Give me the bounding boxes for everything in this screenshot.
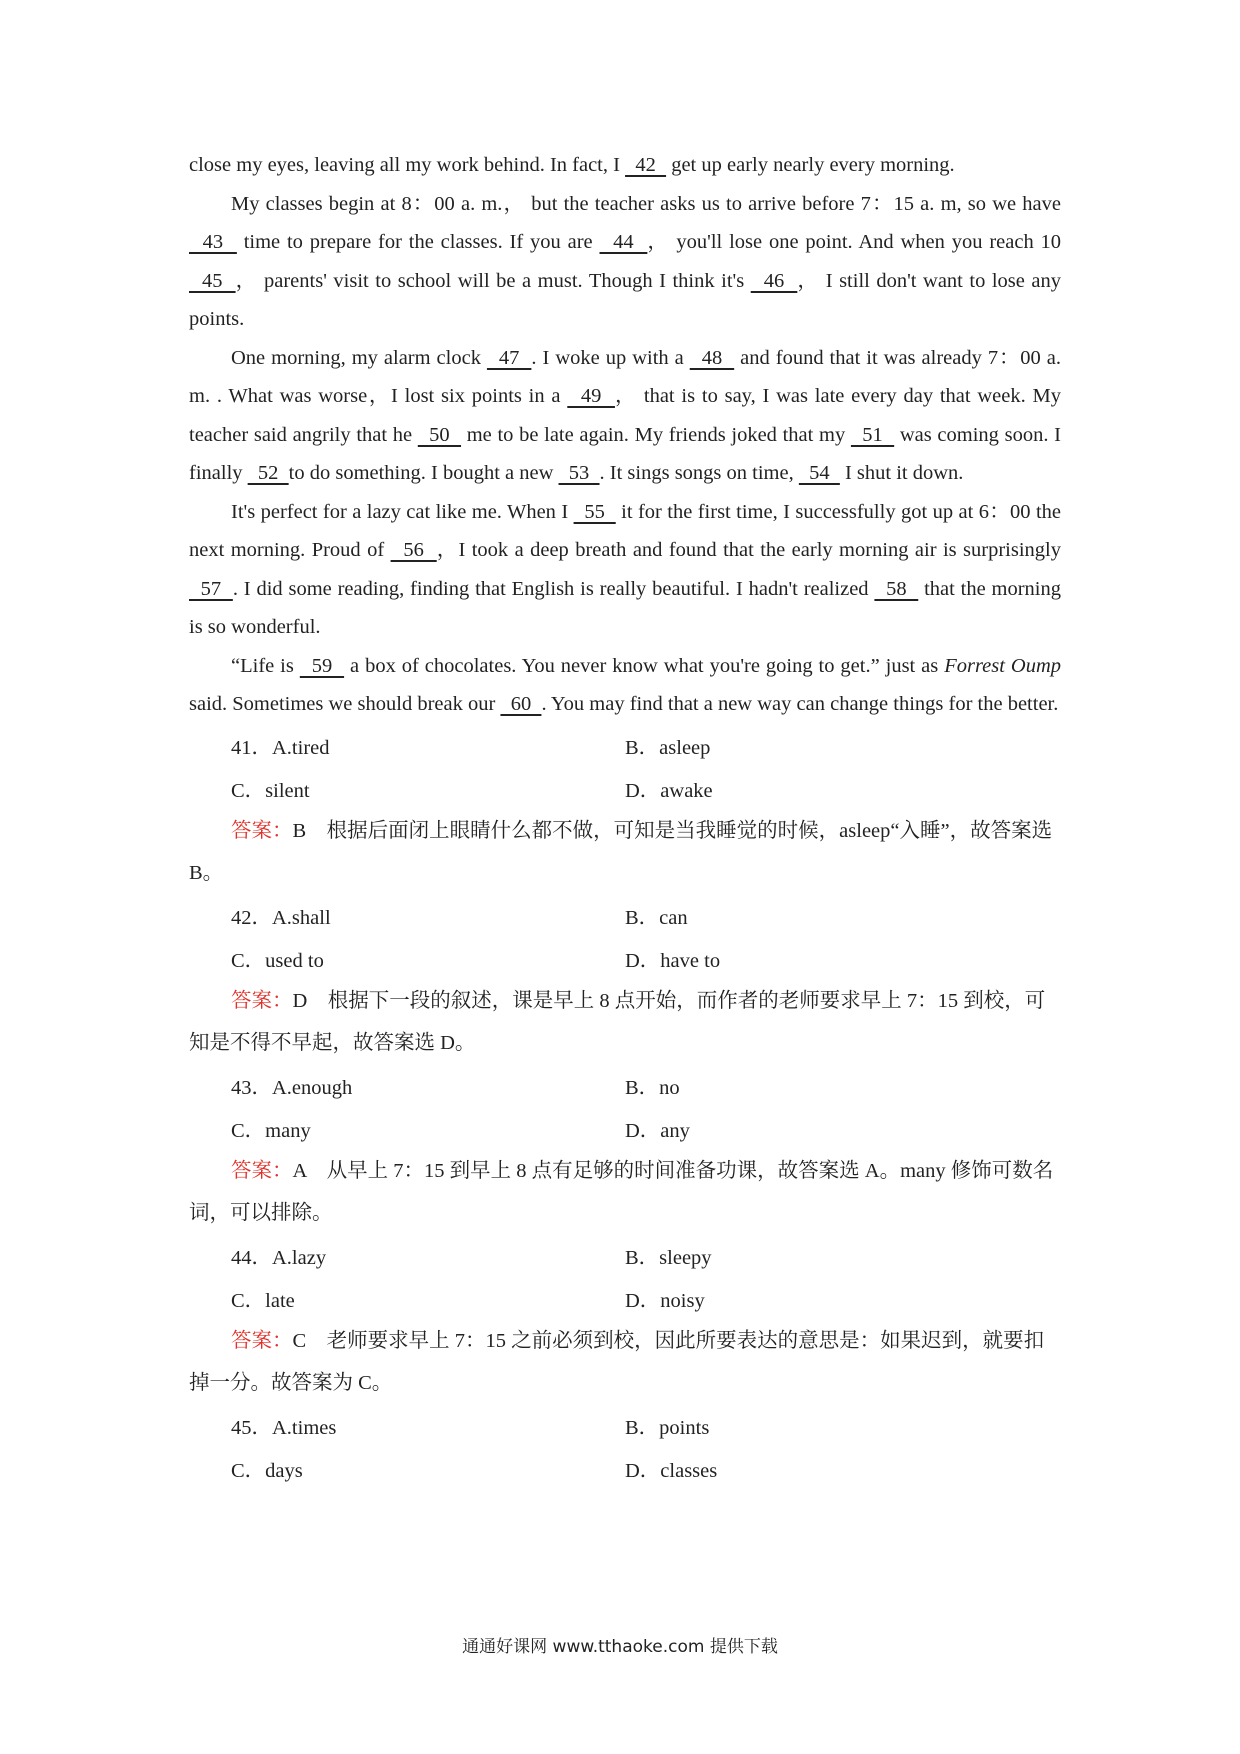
blank-54: 54: [798, 462, 840, 484]
text-run: me to be late again. My friends joked that my: [461, 423, 851, 446]
option-d: D．have to: [625, 950, 721, 972]
option-c: C．silent: [231, 780, 310, 802]
text-run: was coming soon. I finally: [189, 423, 1061, 484]
answer-text: A 从早上 7：15 到早上 8 点有足够的时间准备功课，故答案选 A。many 修饰可数名词，可以排除。: [189, 1159, 1054, 1224]
passage-paragraph-3: [189, 339, 1061, 493]
option-row: [189, 1404, 1061, 1447]
text-run: . I woke up with a: [531, 346, 690, 369]
text-run: a box of chocolates. You never know what you're going to get.” just as: [344, 654, 945, 677]
question-43: [189, 1064, 1061, 1234]
text-run: ， parents' visit to school will be a must. Though I think it's: [235, 269, 751, 292]
blank-50: 50: [417, 423, 462, 446]
blank-58: 58: [874, 577, 919, 600]
option-c: C．used to: [231, 950, 324, 972]
option-c: C．days: [231, 1460, 303, 1482]
blank-49: 49: [567, 385, 615, 407]
option-b: B．asleep: [625, 737, 711, 759]
text-run: ， I still don't want to lose any points.: [189, 269, 1061, 330]
option-row: [189, 1064, 1061, 1107]
option-row: [189, 1107, 1061, 1150]
option-row: [189, 1447, 1061, 1490]
text-run: “Life is: [231, 654, 300, 677]
answer-text: C 老师要求早上 7：15 之前必须到校，因此所要表达的意思是：如果迟到，就要扣掉一分。故答案为 C。: [189, 1329, 1045, 1394]
blank-46: 46: [750, 269, 798, 292]
answer-explanation: [189, 810, 1061, 894]
blank-48: 48: [689, 346, 735, 369]
blank-42: 42: [625, 154, 667, 176]
option-b: B．can: [625, 907, 688, 929]
blank-55: 55: [573, 500, 616, 523]
answer-label: 答案：: [231, 819, 293, 842]
option-b: B．points: [625, 1417, 710, 1439]
blank-57: 57: [189, 577, 233, 600]
page-footer: 通通好课网 www.tthaoke.com 提供下载: [462, 1637, 778, 1657]
blank-56: 56: [390, 539, 437, 561]
text-run: it for the first time, I successfully got up at 6：00 the next morning. Proud of: [189, 500, 1061, 561]
option-a: 42．A.shall: [231, 907, 331, 929]
text-run: I shut it down.: [839, 462, 964, 484]
answer-explanation: [189, 980, 1061, 1064]
blank-44: 44: [599, 231, 648, 253]
option-d: D．classes: [625, 1460, 718, 1482]
text-run: close my eyes, leaving all my work behind. In fact, I: [189, 154, 626, 176]
option-row: [189, 767, 1061, 810]
text-run: It's perfect for a lazy cat like me. When I: [231, 500, 574, 523]
blank-59: 59: [299, 654, 345, 677]
option-d: D．noisy: [625, 1290, 705, 1312]
document-page: [189, 146, 1061, 1490]
option-c: C．many: [231, 1120, 311, 1142]
passage-paragraph-2: [189, 185, 1061, 339]
blank-52: 52: [247, 462, 289, 484]
text-run: said. Sometimes we should break our: [189, 693, 501, 715]
option-d: D．awake: [625, 780, 713, 802]
text-run: to do something. I bought a new: [288, 462, 559, 484]
option-row: [189, 1277, 1061, 1320]
option-a: 44．A.lazy: [231, 1247, 327, 1269]
passage-paragraph-4: [189, 493, 1061, 647]
text-run: get up early nearly every morning.: [666, 154, 955, 176]
blank-53: 53: [558, 462, 600, 484]
passage-paragraph-1: [189, 146, 1061, 185]
answer-label: 答案：: [231, 989, 293, 1012]
option-a: 41．A.tired: [231, 737, 330, 759]
text-run: and found that it was already 7：00 a. m. . What was worse，I lost six points in a: [189, 346, 1062, 407]
text-run: My classes begin at 8：00 a. m.， but the teacher asks us to arrive before 7：15 a. m, so we have: [231, 192, 1061, 215]
question-44: [189, 1234, 1061, 1404]
blank-47: 47: [486, 346, 532, 369]
passage-paragraph-5: [189, 647, 1061, 724]
blank-45: 45: [189, 269, 236, 292]
text-run: . You may find that a new way can change things for the better.: [541, 693, 1059, 715]
answer-text: D 根据下一段的叙述，课是早上 8 点开始，而作者的老师要求早上 7：15 到校，可知是不得不早起，故答案选 D。: [189, 989, 1046, 1054]
text-run: time to prepare for the classes. If you are: [236, 231, 600, 253]
answer-label: 答案：: [231, 1159, 293, 1182]
option-row: [189, 937, 1061, 980]
text-run: . I did some reading, finding that English is really beautiful. I hadn't realized: [232, 577, 875, 600]
answer-explanation: [189, 1320, 1061, 1404]
option-a: 43．A.enough: [231, 1077, 353, 1099]
option-b: B．no: [625, 1077, 680, 1099]
text-run: One morning, my alarm clock: [231, 346, 487, 369]
question-42: [189, 894, 1061, 1064]
answer-text: B 根据后面闭上眼睛什么都不做，可知是当我睡觉的时候，asleep“入睡”，故答案选 B。: [189, 819, 1053, 884]
text-run: . It sings songs on time,: [599, 462, 799, 484]
text-run: that the morning is so wonderful.: [189, 577, 1062, 638]
movie-title: Forrest Oump: [944, 654, 1061, 677]
option-d: D．any: [625, 1120, 690, 1142]
option-row: [189, 724, 1061, 767]
answer-label: 答案：: [231, 1329, 293, 1352]
text-run: ， that is to say, I was late every day that week. My teacher said angrily that he: [189, 385, 1062, 446]
option-b: B．sleepy: [625, 1247, 712, 1269]
option-a: 45．A.times: [231, 1417, 337, 1439]
text-run: ，I took a deep breath and found that the early morning air is surprisingly: [436, 539, 1061, 561]
option-row: [189, 1234, 1061, 1277]
question-45: [189, 1404, 1061, 1490]
text-run: ， you'll lose one point. And when you reach 10: [647, 231, 1062, 253]
question-41: [189, 724, 1061, 894]
option-c: C．late: [231, 1290, 295, 1312]
blank-51: 51: [850, 423, 895, 446]
blank-60: 60: [500, 693, 542, 715]
blank-43: 43: [189, 231, 237, 253]
option-row: [189, 894, 1061, 937]
answer-explanation: [189, 1150, 1061, 1234]
